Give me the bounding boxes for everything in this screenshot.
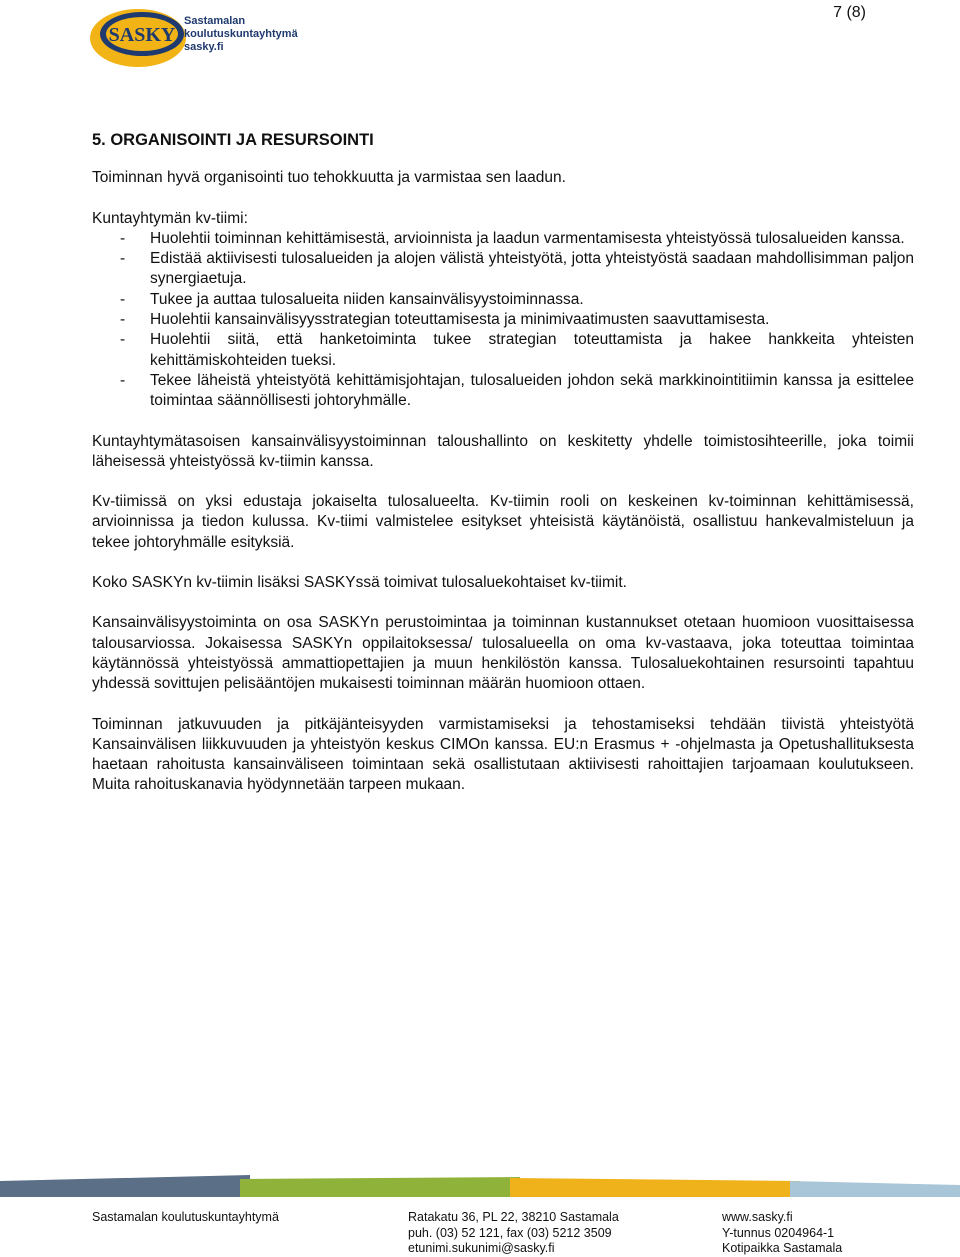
band-blue <box>790 1181 960 1197</box>
footer-color-band <box>0 1175 960 1197</box>
list-item: - Huolehtii kansainvälisyysstrategian toteuttamisesta ja minimivaatimusten saavuttamisesta. <box>120 311 770 329</box>
list-item: - Edistää aktiivisesti tulosalueiden ja alojen välistä yhteistyötä, jotta yhteistyöstä saadaan mahdollisimman paljon synergiaetuja. <box>120 250 914 288</box>
koko-paragraph: Koko SASKYn kv-tiimin lisäksi SASKYssä toimivat tulosaluekohtaiset kv-tiimit. <box>92 574 627 592</box>
intro-paragraph: Toiminnan hyvä organisointi tuo tehokkuutta ja varmistaa sen laadun. <box>92 169 566 187</box>
band-gold <box>510 1178 800 1197</box>
band-gray <box>0 1175 250 1197</box>
document-body <box>92 130 914 816</box>
list-item: - Huolehtii siitä, että hanketoiminta tukee strategian toteuttamista ja hakee hankkeita yhteisten kehittämiskohteiden tueksi. <box>120 331 914 369</box>
sasky-logo <box>88 0 298 74</box>
footer-org: Sastamalan koulutuskuntayhtymä <box>92 1210 279 1224</box>
logo-line3: sasky.fi <box>184 41 224 53</box>
resources-paragraph: Kansainvälisyystoiminta on osa SASKYn perustoimintaa ja toiminnan kustannukset otetaan huomioon vuosittaisessa talousarviossa. Jokaisessa SASKYn oppilaitoksessa/ tulosalueella on oma kv-vastaava, joka toteuttaa toimintaa käytännössä yhteistyössä ammattiopettajien ja muun henkilöstön kanssa. Tulosaluekohtainen resursointi tapahtuu yhdessä sovittujen pelisääntöjen mukaisesti toiminnan määrän huomioon ottaen. <box>92 614 914 693</box>
list-item: - Huolehtii toiminnan kehittämisestä, arvioinnista ja laadun varmentamisesta yhteistyössä tulosalueiden kanssa. <box>120 229 905 247</box>
section-heading: 5. ORGANISOINTI JA RESURSOINTI <box>92 131 374 149</box>
continuity-paragraph: Toiminnan jatkuvuuden ja pitkäjänteisyyden varmistamiseksi ja tehostamiseksi tehdään tiivistä yhteistyötä Kansainvälisen liikkuvuuden ja yhteistyön keskus CIMOn kanssa. EU:n Erasmus + -ohjelmasta ja Opetushallituksesta haetaan rahoitusta kansainväliseen toimintaan sekä osallistutaan aktiivisesti rahoittajien tarjoamaan koulutukseen. Muita rahoituskanavia hyödynnetään tarpeen mukaan. <box>92 715 914 794</box>
team-paragraph: Kv-tiimissä on yksi edustaja jokaiselta tulosalueelta. Kv-tiimin rooli on keskeinen kv-toiminnan kehittämisessä, arvioinnissa ja tiedon kulussa. Kv-tiimi valmistelee esitykset yhteisistä käytänöistä, osallistuu hankevalmisteluun ja tekee johtoryhmälle esityksiä. <box>92 493 914 551</box>
logo-line1: Sastamalan <box>184 15 246 27</box>
list-item: - Tukee ja auttaa tulosalueita niiden kansainvälisyystoiminnassa. <box>120 290 584 308</box>
team-duties-list <box>92 229 914 412</box>
logo-line2: koulutuskuntayhtymä <box>184 28 298 40</box>
finance-paragraph: Kuntayhtymätasoisen kansainvälisyystoiminnan taloushallinto on keskitetty yhdelle toimistosihteerille, joka toimii läheisessä yhteistyössä kv-tiimin kanssa. <box>92 432 914 470</box>
footer <box>92 1210 892 1256</box>
list-item: - Tekee läheistä yhteistyötä kehittämisjohtajan, tulosalueiden johdon sekä markkinointitiimin kanssa ja esittelee toimintaa säännöllisesti johtoryhmälle. <box>120 371 914 410</box>
team-label: Kuntayhtymän kv-tiimi: <box>92 209 248 227</box>
band-green <box>240 1177 520 1197</box>
footer-info: www.sasky.fi Y-tunnus 0204964-1 Kotipaikka Sastamala <box>722 1210 843 1255</box>
logo-brand-text: SASKY <box>108 24 176 46</box>
page-number: 7 (8) <box>833 4 866 21</box>
footer-contact: Ratakatu 36, PL 22, 38210 Sastamala puh. (03) 52 121, fax (03) 5212 3509 etunimi.sukunimi@sasky.fi <box>408 1210 619 1255</box>
